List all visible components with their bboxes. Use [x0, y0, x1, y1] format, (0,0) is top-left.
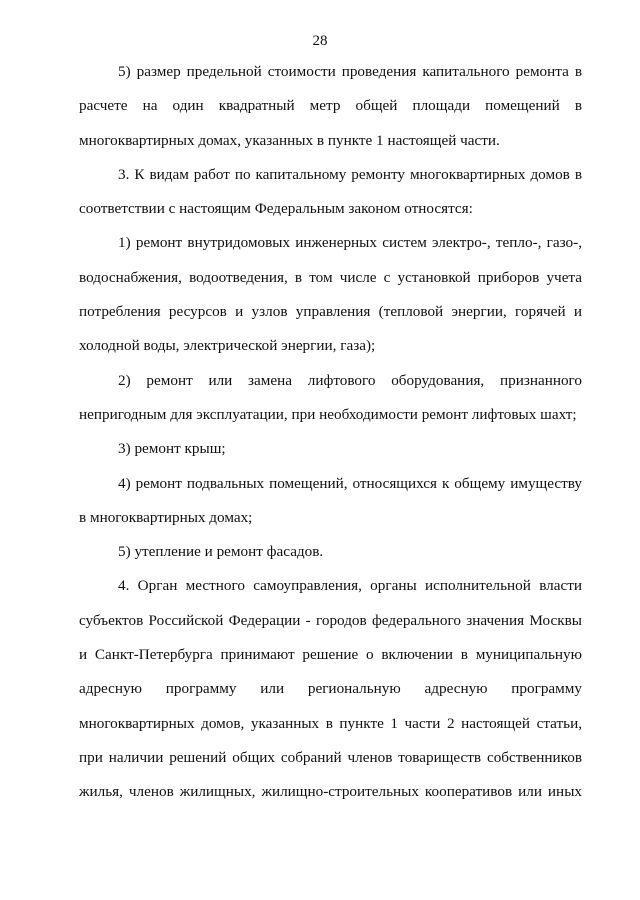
document-body: [79, 55, 582, 810]
paragraph-section-4: 4. Орган местного самоуправления, органы исполнительной власти субъектов Российской Федерации - городов федерального значения Москвы и Санкт-Петербурга принимают решение о включении в муниципальную адресную программу или региональную адресную программу многоквартирных домов, указанных в пункте 1 части 2 настоящей статьи, при наличии решений общих собраний членов товариществ собственников жилья, членов жилищных, жилищно-строительных кооперативов или иных: [79, 577, 582, 801]
paragraph-item-3-roofs: 3) ремонт крыш;: [118, 440, 226, 458]
paragraph-item-2-elevators: 2) ремонт или замена лифтового оборудования, признанного непригодным для эксплуатации, при необходимости ремонт лифтовых шахт;: [79, 371, 582, 423]
paragraph-item-4-basements: 4) ремонт подвальных помещений, относящихся к общему имуществу в многоквартирных домах;: [79, 474, 582, 526]
page-number: 28: [312, 33, 328, 49]
paragraph-section-3-intro: 3. К видам работ по капитальному ремонту многоквартирных домов в соответствии с настоящим Федеральным законом относятся:: [79, 165, 582, 218]
paragraph-item-1-engineering-systems: 1) ремонт внутридомовых инженерных систем электро-, тепло-, газо-, водоснабжения, водоотведения, в том числе с установкой приборов учета потребления ресурсов и узлов управления (тепловой энергии, горячей и холодной воды, электрической энергии, газа);: [79, 234, 582, 355]
paragraph-item-5-facades: 5) утепление и ремонт фасадов.: [118, 543, 324, 561]
paragraph-item-5-cost-limit: 5) размер предельной стоимости проведения капитального ремонта в расчете на один квадратный метр общей площади помещений в многоквартирных домах, указанных в пункте 1 настоящей части.: [79, 63, 582, 149]
